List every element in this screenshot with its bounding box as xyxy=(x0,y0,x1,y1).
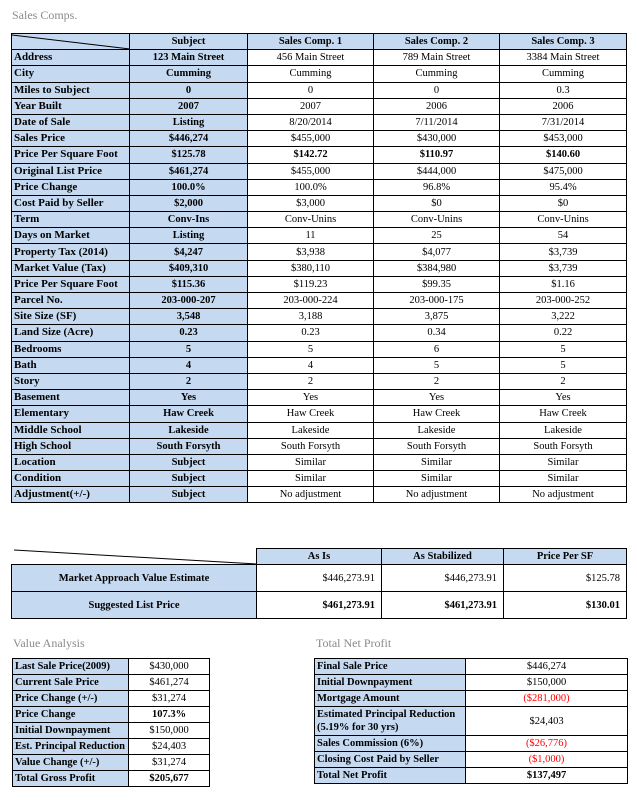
va-label: Last Sale Price(2009) xyxy=(13,659,129,675)
subject-value: 100.0% xyxy=(130,179,248,195)
comp-row-adjustment xyxy=(12,487,627,503)
comp-row-original-list-price xyxy=(12,163,627,179)
comp-row-price-per-square-foot xyxy=(12,147,627,163)
comp3-value: Similar xyxy=(500,471,627,487)
row-label: Land Size (Acre) xyxy=(12,325,130,341)
net-profit-table xyxy=(314,658,628,784)
market-as-is: $446,273.91 xyxy=(257,565,382,592)
comp1-value: 5 xyxy=(248,341,374,357)
np-row-closing-cost-paid-by-seller xyxy=(315,752,628,768)
comp1-value: No adjustment xyxy=(248,487,374,503)
np-value: $446,274 xyxy=(466,659,628,675)
comp3-value: No adjustment xyxy=(500,487,627,503)
subject-value: 4 xyxy=(130,357,248,373)
row-label: Basement xyxy=(12,390,130,406)
diagonal-line xyxy=(12,34,130,50)
comp1-value: 456 Main Street xyxy=(248,50,374,66)
np-row-sales-commission-6 xyxy=(315,736,628,752)
va-label: Value Change (+/-) xyxy=(13,755,129,771)
comp2-value: 203-000-175 xyxy=(374,293,500,309)
comp2-value: $99.35 xyxy=(374,276,500,292)
va-value: $31,274 xyxy=(129,691,210,707)
np-label: Estimated Principal Reduction (5.19% for 30 yrs) xyxy=(315,707,466,736)
comp3-value: $3,739 xyxy=(500,244,627,260)
market-ppsf: $125.78 xyxy=(504,565,627,592)
comp-row-parcel-no xyxy=(12,293,627,309)
comp2-value: Haw Creek xyxy=(374,406,500,422)
comp3-value: 5 xyxy=(500,341,627,357)
comp2-value: 6 xyxy=(374,341,500,357)
comp2-value: Yes xyxy=(374,390,500,406)
comp-row-miles-to-subject xyxy=(12,82,627,98)
comp2-value: Similar xyxy=(374,471,500,487)
net-profit-title: Total Net Profit xyxy=(316,636,392,650)
va-value: $430,000 xyxy=(129,659,210,675)
comp3-value: Cumming xyxy=(500,66,627,82)
comp2-value: 0 xyxy=(374,82,500,98)
subject-value: Subject xyxy=(130,454,248,470)
row-label: Term xyxy=(12,212,130,228)
suggested-list-label: Suggested List Price xyxy=(12,592,257,619)
comp1-value: $3,000 xyxy=(248,195,374,211)
subject-value: $409,310 xyxy=(130,260,248,276)
comp-row-cost-paid-by-seller xyxy=(12,195,627,211)
comp1-value: Haw Creek xyxy=(248,406,374,422)
comp1-value: 11 xyxy=(248,228,374,244)
row-label: Miles to Subject xyxy=(12,82,130,98)
subject-value: Yes xyxy=(130,390,248,406)
comp-row-story xyxy=(12,373,627,389)
va-label: Est. Principal Reduction xyxy=(13,739,129,755)
comp2-value: 3,875 xyxy=(374,309,500,325)
comp3-value: $140.60 xyxy=(500,147,627,163)
comp3-value: 5 xyxy=(500,357,627,373)
comp2-value: $4,077 xyxy=(374,244,500,260)
subject-value: Subject xyxy=(130,487,248,503)
comp-row-location xyxy=(12,454,627,470)
va-row-last-sale-price-2009 xyxy=(13,659,210,675)
subject-value: South Forsyth xyxy=(130,438,248,454)
row-label: Year Built xyxy=(12,98,130,114)
market-stabilized: $446,273.91 xyxy=(382,565,504,592)
col-header-subject: Subject xyxy=(130,34,248,50)
comp1-value: Cumming xyxy=(248,66,374,82)
row-label: Days on Market xyxy=(12,228,130,244)
comp1-value: Similar xyxy=(248,454,374,470)
comp2-value: $110.97 xyxy=(374,147,500,163)
comp2-value: Cumming xyxy=(374,66,500,82)
comp-row-high-school xyxy=(12,438,627,454)
np-value: $137,497 xyxy=(466,768,628,784)
list-stabilized: $461,273.91 xyxy=(382,592,504,619)
comp-row-property-tax-2014 xyxy=(12,244,627,260)
subject-value: Listing xyxy=(130,114,248,130)
subject-value: 0 xyxy=(130,82,248,98)
np-label: Closing Cost Paid by Seller xyxy=(315,752,466,768)
row-label: Middle School xyxy=(12,422,130,438)
comp1-value: 2007 xyxy=(248,98,374,114)
va-label: Total Gross Profit xyxy=(13,771,129,787)
np-row-initial-downpayment xyxy=(315,675,628,691)
comp2-value: 0.34 xyxy=(374,325,500,341)
comp2-value: Similar xyxy=(374,454,500,470)
row-label: Site Size (SF) xyxy=(12,309,130,325)
comp-row-bath xyxy=(12,357,627,373)
comp3-value: Similar xyxy=(500,454,627,470)
comp1-value: 0.23 xyxy=(248,325,374,341)
comp1-value: 2 xyxy=(248,373,374,389)
row-label: Price Per Square Foot xyxy=(12,276,130,292)
comp2-value: 25 xyxy=(374,228,500,244)
comp3-value: 0.3 xyxy=(500,82,627,98)
comp2-value: Conv-Unins xyxy=(374,212,500,228)
subject-value: Listing xyxy=(130,228,248,244)
comp2-value: 5 xyxy=(374,357,500,373)
col-header-comp1: Sales Comp. 1 xyxy=(248,34,374,50)
value-analysis-table xyxy=(12,658,210,787)
row-label: Date of Sale xyxy=(12,114,130,130)
summary-header-row xyxy=(12,549,627,565)
comp3-value: 0.22 xyxy=(500,325,627,341)
comp3-value: 3,222 xyxy=(500,309,627,325)
comp-row-middle-school xyxy=(12,422,627,438)
comp3-value: Haw Creek xyxy=(500,406,627,422)
subject-value: Conv-Ins xyxy=(130,212,248,228)
subject-value: Lakeside xyxy=(130,422,248,438)
subject-value: 3,548 xyxy=(130,309,248,325)
va-label: Price Change xyxy=(13,707,129,723)
list-as-is: $461,273.91 xyxy=(257,592,382,619)
comp2-value: South Forsyth xyxy=(374,438,500,454)
market-approach-row xyxy=(12,565,627,592)
comp3-value: 203-000-252 xyxy=(500,293,627,309)
np-label: Sales Commission (6%) xyxy=(315,736,466,752)
comp3-value: 2006 xyxy=(500,98,627,114)
comp1-value: $455,000 xyxy=(248,163,374,179)
va-row-initial-downpayment xyxy=(13,723,210,739)
np-value: ($1,000) xyxy=(466,752,628,768)
sales-comps-table xyxy=(11,33,627,503)
np-value: ($26,776) xyxy=(466,736,628,752)
row-label: Sales Price xyxy=(12,131,130,147)
comp2-value: 2006 xyxy=(374,98,500,114)
comp1-value: 100.0% xyxy=(248,179,374,195)
row-label: Adjustment(+/-) xyxy=(12,487,130,503)
subject-value: Cumming xyxy=(130,66,248,82)
value-summary-table xyxy=(11,548,627,619)
summary-header-as-is: As Is xyxy=(257,549,382,565)
comp-row-sales-price xyxy=(12,131,627,147)
comp1-value: Similar xyxy=(248,471,374,487)
np-label: Initial Downpayment xyxy=(315,675,466,691)
comp-row-market-value-tax xyxy=(12,260,627,276)
summary-header-stabilized: As Stabilized xyxy=(382,549,504,565)
comp-row-city xyxy=(12,66,627,82)
va-row-est-principal-reduction xyxy=(13,739,210,755)
comp3-value: Yes xyxy=(500,390,627,406)
comp3-value: $453,000 xyxy=(500,131,627,147)
summary-corner xyxy=(12,549,257,565)
comp-row-price-per-square-foot xyxy=(12,276,627,292)
col-header-comp2: Sales Comp. 2 xyxy=(374,34,500,50)
np-label: Mortgage Amount xyxy=(315,691,466,707)
corner-cell xyxy=(12,34,130,50)
subject-value: 2 xyxy=(130,373,248,389)
row-label: Parcel No. xyxy=(12,293,130,309)
row-label: Market Value (Tax) xyxy=(12,260,130,276)
comp1-value: 3,188 xyxy=(248,309,374,325)
subject-value: $446,274 xyxy=(130,131,248,147)
va-label: Price Change (+/-) xyxy=(13,691,129,707)
row-label: Property Tax (2014) xyxy=(12,244,130,260)
row-label: Bath xyxy=(12,357,130,373)
np-row-mortgage-amount xyxy=(315,691,628,707)
comp1-value: 8/20/2014 xyxy=(248,114,374,130)
comp1-value: 4 xyxy=(248,357,374,373)
va-value: $461,274 xyxy=(129,675,210,691)
np-row-estimated-principal-reduction-5-19-for-30-yrs xyxy=(315,707,628,736)
row-label: Story xyxy=(12,373,130,389)
comp-row-condition xyxy=(12,471,627,487)
summary-diagonal-line xyxy=(12,549,257,565)
comp-row-price-change xyxy=(12,179,627,195)
row-label: Bedrooms xyxy=(12,341,130,357)
comp-row-land-size-acre xyxy=(12,325,627,341)
suggested-list-row xyxy=(12,592,627,619)
comp3-value: 54 xyxy=(500,228,627,244)
comp3-value: 3384 Main Street xyxy=(500,50,627,66)
comp1-value: 0 xyxy=(248,82,374,98)
row-label: High School xyxy=(12,438,130,454)
va-row-value-change xyxy=(13,755,210,771)
summary-header-ppsf: Price Per SF xyxy=(504,549,627,565)
np-label: Total Net Profit xyxy=(315,768,466,784)
comp1-value: South Forsyth xyxy=(248,438,374,454)
subject-value: 123 Main Street xyxy=(130,50,248,66)
comp-row-basement xyxy=(12,390,627,406)
np-label: Final Sale Price xyxy=(315,659,466,675)
comp-row-term xyxy=(12,212,627,228)
comp2-value: No adjustment xyxy=(374,487,500,503)
va-value: $205,677 xyxy=(129,771,210,787)
comp2-value: 7/11/2014 xyxy=(374,114,500,130)
np-value: ($281,000) xyxy=(466,691,628,707)
va-value: $150,000 xyxy=(129,723,210,739)
va-value: 107.3% xyxy=(129,707,210,723)
va-row-total-gross-profit xyxy=(13,771,210,787)
row-label: Cost Paid by Seller xyxy=(12,195,130,211)
comp-row-days-on-market xyxy=(12,228,627,244)
va-value: $24,403 xyxy=(129,739,210,755)
comp3-value: Lakeside xyxy=(500,422,627,438)
comp1-value: Conv-Unins xyxy=(248,212,374,228)
comp1-value: $3,938 xyxy=(248,244,374,260)
subject-value: Haw Creek xyxy=(130,406,248,422)
comp3-value: 2 xyxy=(500,373,627,389)
row-label: Price Per Square Foot xyxy=(12,147,130,163)
comps-header-row xyxy=(12,34,627,50)
comp3-value: $0 xyxy=(500,195,627,211)
row-label: Location xyxy=(12,454,130,470)
comp2-value: $444,000 xyxy=(374,163,500,179)
va-label: Initial Downpayment xyxy=(13,723,129,739)
np-row-final-sale-price xyxy=(315,659,628,675)
comp1-value: Lakeside xyxy=(248,422,374,438)
comp-row-elementary xyxy=(12,406,627,422)
col-header-comp3: Sales Comp. 3 xyxy=(500,34,627,50)
comp3-value: $475,000 xyxy=(500,163,627,179)
subject-value: Subject xyxy=(130,471,248,487)
comp2-value: 2 xyxy=(374,373,500,389)
sales-comps-title: Sales Comps. xyxy=(12,8,78,22)
comp3-value: Conv-Unins xyxy=(500,212,627,228)
comp-row-year-built xyxy=(12,98,627,114)
comp2-value: 789 Main Street xyxy=(374,50,500,66)
comp2-value: Lakeside xyxy=(374,422,500,438)
va-row-current-sale-price xyxy=(13,675,210,691)
np-value: $24,403 xyxy=(466,707,628,736)
comp1-value: $119.23 xyxy=(248,276,374,292)
comp2-value: $384,980 xyxy=(374,260,500,276)
row-label: Original List Price xyxy=(12,163,130,179)
comp1-value: $142.72 xyxy=(248,147,374,163)
comp3-value: $1.16 xyxy=(500,276,627,292)
row-label: Price Change xyxy=(12,179,130,195)
comp3-value: South Forsyth xyxy=(500,438,627,454)
list-ppsf: $130.01 xyxy=(504,592,627,619)
subject-value: 5 xyxy=(130,341,248,357)
np-row-total-net-profit xyxy=(315,768,628,784)
subject-value: 2007 xyxy=(130,98,248,114)
comp-row-address xyxy=(12,50,627,66)
va-row-price-change xyxy=(13,691,210,707)
subject-value: $125.78 xyxy=(130,147,248,163)
comp2-value: $0 xyxy=(374,195,500,211)
subject-value: $2,000 xyxy=(130,195,248,211)
subject-value: $115.36 xyxy=(130,276,248,292)
subject-value: 0.23 xyxy=(130,325,248,341)
va-row-price-change xyxy=(13,707,210,723)
market-approach-label: Market Approach Value Estimate xyxy=(12,565,257,592)
comp-row-site-size-sf xyxy=(12,309,627,325)
comp1-value: Yes xyxy=(248,390,374,406)
comp3-value: 95.4% xyxy=(500,179,627,195)
va-label: Current Sale Price xyxy=(13,675,129,691)
comp3-value: 7/31/2014 xyxy=(500,114,627,130)
subject-value: $461,274 xyxy=(130,163,248,179)
value-analysis-title: Value Analysis xyxy=(13,636,85,650)
comp3-value: $3,739 xyxy=(500,260,627,276)
np-value: $150,000 xyxy=(466,675,628,691)
row-label: City xyxy=(12,66,130,82)
comp2-value: $430,000 xyxy=(374,131,500,147)
comp2-value: 96.8% xyxy=(374,179,500,195)
comp-row-date-of-sale xyxy=(12,114,627,130)
subject-value: $4,247 xyxy=(130,244,248,260)
comp-row-bedrooms xyxy=(12,341,627,357)
row-label: Address xyxy=(12,50,130,66)
comp1-value: 203-000-224 xyxy=(248,293,374,309)
subject-value: 203-000-207 xyxy=(130,293,248,309)
comp1-value: $380,110 xyxy=(248,260,374,276)
row-label: Condition xyxy=(12,471,130,487)
va-value: $31,274 xyxy=(129,755,210,771)
comp1-value: $455,000 xyxy=(248,131,374,147)
row-label: Elementary xyxy=(12,406,130,422)
